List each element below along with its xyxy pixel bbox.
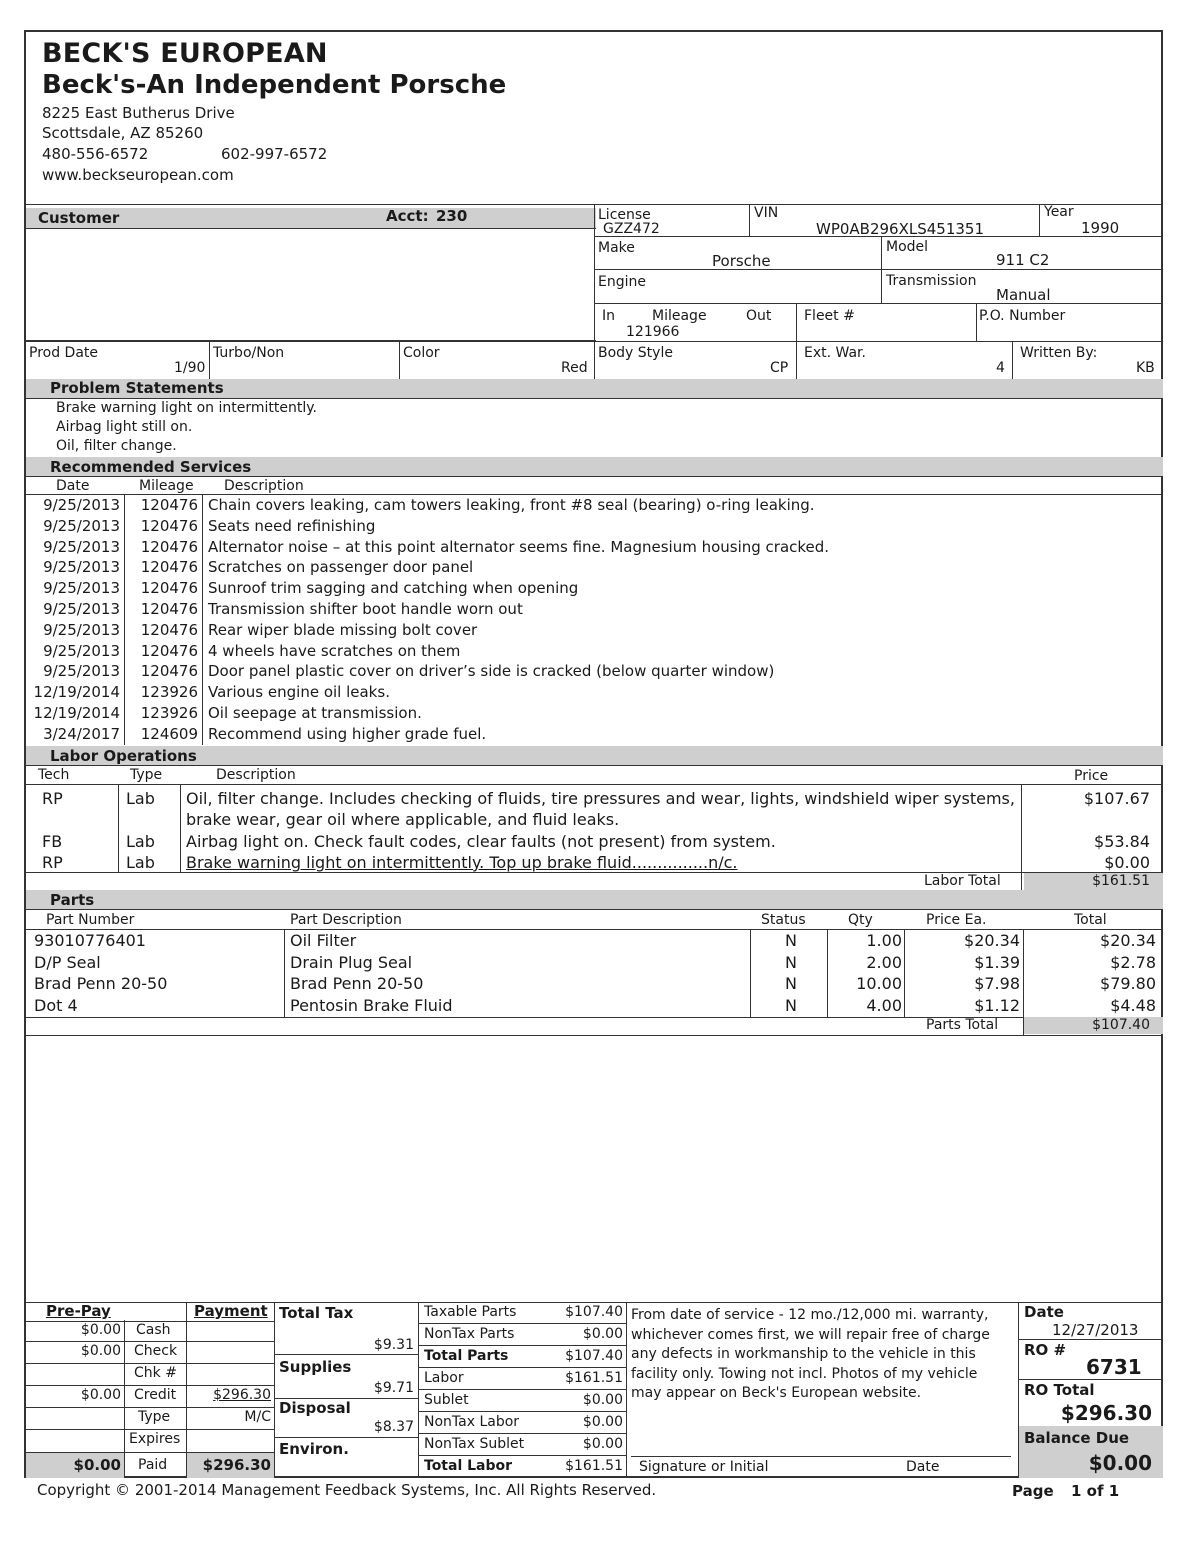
model-label: Model xyxy=(886,239,929,255)
phone-1: 480-556-6572 xyxy=(42,145,149,163)
labor-tech: RP xyxy=(42,789,63,808)
recommended-service-row xyxy=(26,725,1163,746)
credit-label: Credit xyxy=(134,1387,177,1403)
po-label: P.O. Number xyxy=(979,308,1066,324)
service-description: 4 wheels have scratches on them xyxy=(208,641,461,660)
fleet-label: Fleet # xyxy=(804,308,855,324)
recommended-service-row xyxy=(26,558,1163,579)
labor-description: Brake warning light on intermittently. Top up brake fluid...............n/c. xyxy=(186,853,738,872)
warranty-line: any defects in workmanship to the vehicle in this xyxy=(631,1346,976,1362)
part-number: D/P Seal xyxy=(34,952,101,972)
service-mileage: 123926 xyxy=(140,683,198,702)
labor-tech: RP xyxy=(42,853,63,872)
recommended-service-row xyxy=(26,621,1163,642)
labor-total-label: Labor Total xyxy=(924,873,1001,889)
recommended-service-row xyxy=(26,662,1163,683)
recommended-service-row xyxy=(26,704,1163,725)
recommended-service-row xyxy=(26,579,1163,600)
labor-price: $107.67 xyxy=(1083,789,1150,808)
nontax-parts-value: $0.00 xyxy=(582,1326,623,1342)
expires-label: Expires xyxy=(129,1431,181,1447)
company-subtitle: Beck's-An Independent Porsche xyxy=(42,70,507,100)
acct-label: Acct: xyxy=(386,207,429,225)
service-date: 9/25/2013 xyxy=(43,537,120,556)
total-parts-value: $107.40 xyxy=(565,1348,623,1364)
part-status: N xyxy=(785,952,797,972)
vin-value: WP0AB296XLS451351 xyxy=(816,220,985,238)
parts-header-bar xyxy=(26,890,1163,909)
license-label: License xyxy=(598,207,651,223)
totals-row-total-parts xyxy=(418,1346,626,1368)
warranty-line: From date of service - 12 mo./12,000 mi. warranty, xyxy=(631,1307,989,1323)
part-number: Brad Penn 20-50 xyxy=(34,974,168,993)
parts-total-value: $107.40 xyxy=(1092,1017,1150,1033)
service-date: 12/19/2014 xyxy=(33,683,120,702)
total-tax-value: $9.31 xyxy=(373,1337,414,1353)
recommended-service-row xyxy=(26,600,1163,621)
parts-list xyxy=(26,931,1163,1017)
part-status: N xyxy=(785,931,797,950)
service-date: 9/25/2013 xyxy=(43,558,120,577)
labor-description-cont: brake wear, gear oil where applicable, and fluid leaks. xyxy=(186,810,620,829)
labor-type: Lab xyxy=(126,832,155,851)
engine-label: Engine xyxy=(598,274,646,290)
part-qty: 10.00 xyxy=(856,974,902,993)
company-name: BECK'S EUROPEAN xyxy=(42,38,328,69)
service-description: Seats need refinishing xyxy=(208,516,376,535)
ro-total-label: RO Total xyxy=(1024,1381,1095,1399)
col-part-total: Total xyxy=(1074,912,1107,928)
service-date: 3/24/2017 xyxy=(43,724,120,743)
service-description: Alternator noise – at this point alternator seems fine. Magnesium housing cracked. xyxy=(208,537,830,556)
environ-label: Environ. xyxy=(279,1440,349,1458)
labor-tech: FB xyxy=(42,832,63,851)
col-price: Price xyxy=(1074,768,1109,784)
prepay-label: Pre-Pay xyxy=(46,1302,111,1320)
col-price-ea: Price Ea. xyxy=(926,912,987,928)
nontax-sublet-value: $0.00 xyxy=(582,1436,623,1452)
service-mileage: 123926 xyxy=(140,704,198,722)
part-row xyxy=(26,974,1163,995)
mileage-value: 121966 xyxy=(626,324,680,340)
service-description: Door panel plastic cover on driver’s side is cracked (below quarter window) xyxy=(208,662,775,681)
nontax-labor-value: $0.00 xyxy=(582,1414,623,1430)
part-description: Brad Penn 20-50 xyxy=(290,974,424,993)
customer-label: Customer xyxy=(38,209,120,227)
col-type: Type xyxy=(130,767,163,783)
cash-label: Cash xyxy=(136,1322,171,1338)
year-value: 1990 xyxy=(1081,219,1120,237)
payment-label: Payment xyxy=(194,1302,268,1320)
recommended-service-row xyxy=(26,496,1163,517)
labor-value: $161.51 xyxy=(565,1370,623,1386)
ro-number-label: RO # xyxy=(1024,1341,1067,1359)
check-prepay: $0.00 xyxy=(80,1343,121,1359)
recommended-service-row xyxy=(26,683,1163,704)
credit-payment: $296.30 xyxy=(213,1387,271,1403)
part-price-each: $1.12 xyxy=(974,995,1020,1015)
repair-order-sheet xyxy=(24,30,1163,1478)
part-price-each: $7.98 xyxy=(974,974,1020,993)
nontax-labor-label: NonTax Labor xyxy=(424,1414,520,1430)
part-number: Dot 4 xyxy=(34,995,78,1015)
sublet-label: Sublet xyxy=(424,1392,469,1408)
labor-total-value: $161.51 xyxy=(1092,873,1150,889)
service-description: Various engine oil leaks. xyxy=(208,683,390,702)
part-description: Pentosin Brake Fluid xyxy=(290,995,453,1015)
address-line-1: 8225 East Butherus Drive xyxy=(42,104,235,122)
total-labor-value: $161.51 xyxy=(565,1458,623,1474)
disposal-label: Disposal xyxy=(279,1399,351,1417)
ro-number-value: 6731 xyxy=(1086,1355,1142,1379)
problem-statement: Airbag light still on. xyxy=(56,419,193,435)
website: www.beckseuropean.com xyxy=(42,166,234,184)
vin-label: VIN xyxy=(754,205,779,221)
turbo-label: Turbo/Non xyxy=(213,345,285,361)
address-line-2: Scottsdale, AZ 85260 xyxy=(42,124,204,142)
out-label: Out xyxy=(746,308,772,324)
service-mileage: 124609 xyxy=(140,724,198,743)
paid-label: Paid xyxy=(138,1457,168,1473)
part-row xyxy=(26,953,1163,974)
taxable-parts-label: Taxable Parts xyxy=(424,1304,517,1320)
page-label: Page xyxy=(1012,1482,1054,1500)
labor-type: Lab xyxy=(126,853,155,872)
service-description: Recommend using higher grade fuel. xyxy=(208,724,487,743)
copyright: Copyright © 2001-2014 Management Feedback Systems, Inc. All Rights Reserved. xyxy=(37,1481,657,1499)
col-tech: Tech xyxy=(38,767,70,783)
part-qty: 1.00 xyxy=(866,931,902,950)
col-labor-description: Description xyxy=(216,767,296,783)
warranty-line: may appear on Beck's European website. xyxy=(631,1385,922,1401)
part-qty: 2.00 xyxy=(866,952,902,972)
parts-title: Parts xyxy=(50,891,95,909)
supplies-value: $9.71 xyxy=(373,1380,414,1396)
written-by-label: Written By: xyxy=(1020,345,1098,361)
color-label: Color xyxy=(403,345,440,361)
service-description: Chain covers leaking, cam towers leaking, front #8 seal (bearing) o-ring leaking. xyxy=(208,496,815,514)
labor-label: Labor xyxy=(424,1370,464,1386)
service-description: Oil seepage at transmission. xyxy=(208,704,422,722)
customer-box xyxy=(26,206,596,341)
ext-war-value: 4 xyxy=(996,360,1005,376)
paid-prepay: $0.00 xyxy=(73,1456,121,1474)
make-label: Make xyxy=(598,240,635,256)
part-description: Drain Plug Seal xyxy=(290,952,413,972)
mileage-label: Mileage xyxy=(652,308,707,324)
col-part-number: Part Number xyxy=(46,912,135,928)
col-status: Status xyxy=(761,912,806,928)
totals-row-nontax-labor xyxy=(418,1412,626,1434)
prod-date-label: Prod Date xyxy=(29,345,99,361)
ro-total-value: $296.30 xyxy=(1060,1401,1152,1425)
license-value: GZZ472 xyxy=(603,221,660,237)
service-description: Sunroof trim sagging and catching when opening xyxy=(208,579,579,598)
paid-payment: $296.30 xyxy=(202,1456,271,1474)
part-total: $2.78 xyxy=(1110,952,1156,972)
year-label: Year xyxy=(1044,204,1074,220)
labor-type: Lab xyxy=(126,789,155,808)
service-mileage: 120476 xyxy=(140,662,198,681)
part-status: N xyxy=(785,974,797,993)
service-date: 9/25/2013 xyxy=(43,516,120,535)
credit-prepay: $0.00 xyxy=(80,1387,121,1403)
signature-label: Signature or Initial xyxy=(639,1459,769,1475)
recommended-service-row xyxy=(26,642,1163,663)
service-date: 12/19/2014 xyxy=(33,704,120,722)
totals-row-nontax-sublet xyxy=(418,1434,626,1456)
service-date: 9/25/2013 xyxy=(43,600,120,618)
disposal-value: $8.37 xyxy=(373,1419,414,1435)
transmission-value: Manual xyxy=(996,286,1051,304)
part-price-each: $20.34 xyxy=(964,931,1020,950)
page-value: 1 of 1 xyxy=(1071,1482,1120,1500)
part-number: 93010776401 xyxy=(34,931,146,950)
balance-due-value: $0.00 xyxy=(1088,1451,1152,1475)
col-description: Description xyxy=(224,478,304,494)
service-description: Scratches on passenger door panel xyxy=(208,558,474,577)
balance-due-label: Balance Due xyxy=(1024,1429,1130,1447)
cash-prepay: $0.00 xyxy=(80,1322,121,1338)
part-total: $20.34 xyxy=(1100,931,1156,950)
service-mileage: 120476 xyxy=(140,641,198,660)
part-row xyxy=(26,931,1163,952)
service-mileage: 120476 xyxy=(140,558,198,577)
col-mileage: Mileage xyxy=(139,478,194,494)
nontax-parts-label: NonTax Parts xyxy=(424,1326,515,1342)
phone-2: 602-997-6572 xyxy=(221,145,328,163)
warranty-text xyxy=(631,1306,990,1404)
service-date: 9/25/2013 xyxy=(43,641,120,660)
service-date: 9/25/2013 xyxy=(43,579,120,598)
col-part-description: Part Description xyxy=(290,912,402,928)
total-parts-label: Total Parts xyxy=(424,1348,509,1364)
nontax-sublet-label: NonTax Sublet xyxy=(424,1436,525,1452)
part-description: Oil Filter xyxy=(290,931,357,950)
labor-description: Oil, filter change. Includes checking of fluids, tire pressures and wear, lights, windshield wiper systems, xyxy=(186,789,1015,808)
totals-row-nontax-parts xyxy=(418,1324,626,1346)
signature-date-label: Date xyxy=(906,1459,940,1475)
warranty-line: facility only. Towing not incl. Photos of my vehicle xyxy=(631,1365,978,1382)
in-label: In xyxy=(602,308,616,324)
check-label: Check xyxy=(134,1343,178,1359)
recommended-services-list xyxy=(26,496,1163,746)
parts-total-label: Parts Total xyxy=(926,1017,999,1033)
service-date: 9/25/2013 xyxy=(43,620,120,639)
labor-description: Airbag light on. Check fault codes, clear faults (not present) from system. xyxy=(186,832,776,851)
body-style-value: CP xyxy=(770,360,789,376)
service-description: Rear wiper blade missing bolt cover xyxy=(208,620,478,639)
prod-date-value: 1/90 xyxy=(174,360,206,376)
labor-operations-title: Labor Operations xyxy=(50,747,197,765)
part-total: $79.80 xyxy=(1100,974,1156,993)
body-style-label: Body Style xyxy=(598,345,673,361)
totals-row-total-labor xyxy=(418,1456,626,1478)
make-value: Porsche xyxy=(712,252,771,270)
recommended-service-row xyxy=(26,517,1163,538)
totals-row-sublet xyxy=(418,1390,626,1412)
model-value: 911 C2 xyxy=(996,251,1050,269)
recommended-service-row xyxy=(26,538,1163,559)
service-date: 9/25/2013 xyxy=(43,662,120,681)
service-date: 9/25/2013 xyxy=(43,496,120,514)
totals-column xyxy=(418,1302,626,1478)
warranty-line: whichever comes first, we will repair free of charge xyxy=(631,1326,990,1343)
service-mileage: 120476 xyxy=(140,516,198,535)
totals-row-labor xyxy=(418,1368,626,1390)
total-tax-label: Total Tax xyxy=(279,1304,354,1322)
part-qty: 4.00 xyxy=(866,995,902,1015)
written-by-value: KB xyxy=(1136,360,1155,376)
transmission-label: Transmission xyxy=(886,273,977,289)
labor-price: $0.00 xyxy=(1104,853,1150,872)
totals-row-taxable-parts xyxy=(418,1302,626,1324)
part-price-each: $1.39 xyxy=(974,952,1020,972)
chk-number-label: Chk # xyxy=(134,1365,177,1381)
service-mileage: 120476 xyxy=(140,537,198,556)
sublet-value: $0.00 xyxy=(582,1392,623,1408)
type-label: Type xyxy=(138,1409,171,1425)
total-labor-label: Total Labor xyxy=(424,1458,513,1474)
ext-war-label: Ext. War. xyxy=(804,345,866,361)
date-label: Date xyxy=(1024,1303,1064,1321)
service-mileage: 120476 xyxy=(140,600,198,618)
service-description: Transmission shifter boot handle worn out xyxy=(208,600,523,618)
col-date: Date xyxy=(56,478,90,494)
problem-statements-title: Problem Statements xyxy=(50,379,224,397)
service-mileage: 120476 xyxy=(140,496,198,514)
date-value: 12/27/2013 xyxy=(1052,1321,1139,1339)
problem-statement: Oil, filter change. xyxy=(56,438,177,454)
problem-statement: Brake warning light on intermittently. xyxy=(56,400,317,416)
labor-price: $53.84 xyxy=(1094,832,1150,851)
part-total: $4.48 xyxy=(1110,995,1156,1015)
acct-value: 230 xyxy=(436,207,468,225)
recommended-services-title: Recommended Services xyxy=(50,458,252,476)
type-value: M/C xyxy=(244,1409,271,1425)
supplies-label: Supplies xyxy=(279,1358,352,1376)
part-status: N xyxy=(785,995,797,1015)
col-qty: Qty xyxy=(848,912,873,928)
part-row xyxy=(26,996,1163,1017)
color-value: Red xyxy=(561,360,588,376)
service-mileage: 120476 xyxy=(140,579,198,598)
taxable-parts-value: $107.40 xyxy=(565,1304,623,1320)
service-mileage: 120476 xyxy=(140,620,198,639)
